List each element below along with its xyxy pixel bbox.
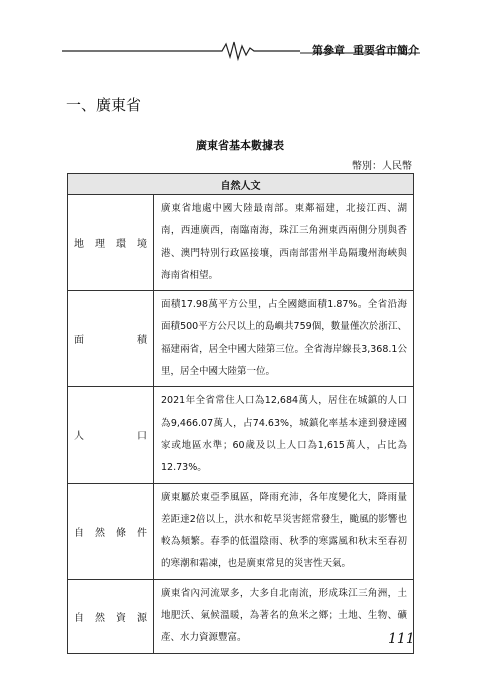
row-label-char: 自 <box>74 612 84 624</box>
table-row <box>68 483 414 579</box>
table-caption: 廣東省基本數據表 <box>196 139 284 152</box>
row-label <box>68 483 154 579</box>
row-label-char: 境 <box>137 239 147 251</box>
table-header: 自然人文 <box>68 174 414 195</box>
row-label-char: 自 <box>74 527 84 539</box>
row-label-char: 人 <box>74 431 84 443</box>
row-label-char: 件 <box>137 527 147 539</box>
table-body <box>68 195 414 654</box>
row-content: 廣東屬於東亞季風區，降雨充沛，各年度變化大，降雨量差距達2倍以上，洪水和乾旱災害經常發生，颱風的影響也較為頻繁。春季的低溫陰雨、秋季的寒露風和秋末至春初的寒潮和霜凍，也是廣東常見的災害性天氣。 <box>154 483 414 579</box>
currency-note: 幣別：人民幣 <box>352 161 412 172</box>
table-row <box>68 579 414 653</box>
row-label-char: 環 <box>116 239 126 251</box>
row-label-char: 理 <box>95 239 105 251</box>
row-label <box>68 579 154 653</box>
row-content: 面積17.98萬平方公里，占全國總面積1.87%。全省沿海面積500平方公尺以上的島嶼共759個，數量僅次於浙江、福建兩省，居全中國大陸第三位。全省海岸線長3,368.1公里，居全中國大陸第一位。 <box>154 291 414 387</box>
chapter-heading <box>312 42 419 58</box>
row-label-char: 源 <box>137 612 147 624</box>
page-number: 111 <box>388 631 415 647</box>
row-label-char: 然 <box>95 527 105 539</box>
row-label-char: 資 <box>116 612 126 624</box>
row-label <box>68 387 154 483</box>
row-label <box>68 291 154 387</box>
row-content: 2021年全省常住人口為12,684萬人，居住在城鎮的人口為9,466.07萬人，占74.63%，城鎮化率基本達到發達國家或地區水準；60歲及以上人口為1,615萬人，占比為12.73%。 <box>154 387 414 483</box>
table-row <box>68 387 414 483</box>
row-label-char: 積 <box>137 335 147 347</box>
row-label-char: 口 <box>137 431 147 443</box>
row-label-char: 面 <box>74 335 84 347</box>
row-label-char: 然 <box>95 612 105 624</box>
row-label <box>68 195 154 291</box>
table-row <box>68 291 414 387</box>
data-table <box>67 173 414 654</box>
row-label-char: 條 <box>116 527 126 539</box>
chapter-title: 重要省市簡介 <box>353 44 419 57</box>
section-title: 一、廣東省 <box>66 96 142 114</box>
row-content: 廣東省內河流眾多，大多自北南流，形成珠江三角洲，土地肥沃、氣候溫暖，為著名的魚米之鄉；土地、生物、礦產、水力資源豐富。 <box>154 579 414 653</box>
table-row <box>68 195 414 291</box>
chapter-number: 第參章 <box>312 44 345 57</box>
row-label-char: 地 <box>74 239 84 251</box>
page-header <box>0 36 480 66</box>
row-content: 廣東省地處中國大陸最南部。東鄰福建，北接江西、湖南，西連廣西，南臨南海，珠江三角洲東西兩側分別與香港、澳門特別行政區接壤，西南部雷州半島隔瓊州海峽與海南省相望。 <box>154 195 414 291</box>
